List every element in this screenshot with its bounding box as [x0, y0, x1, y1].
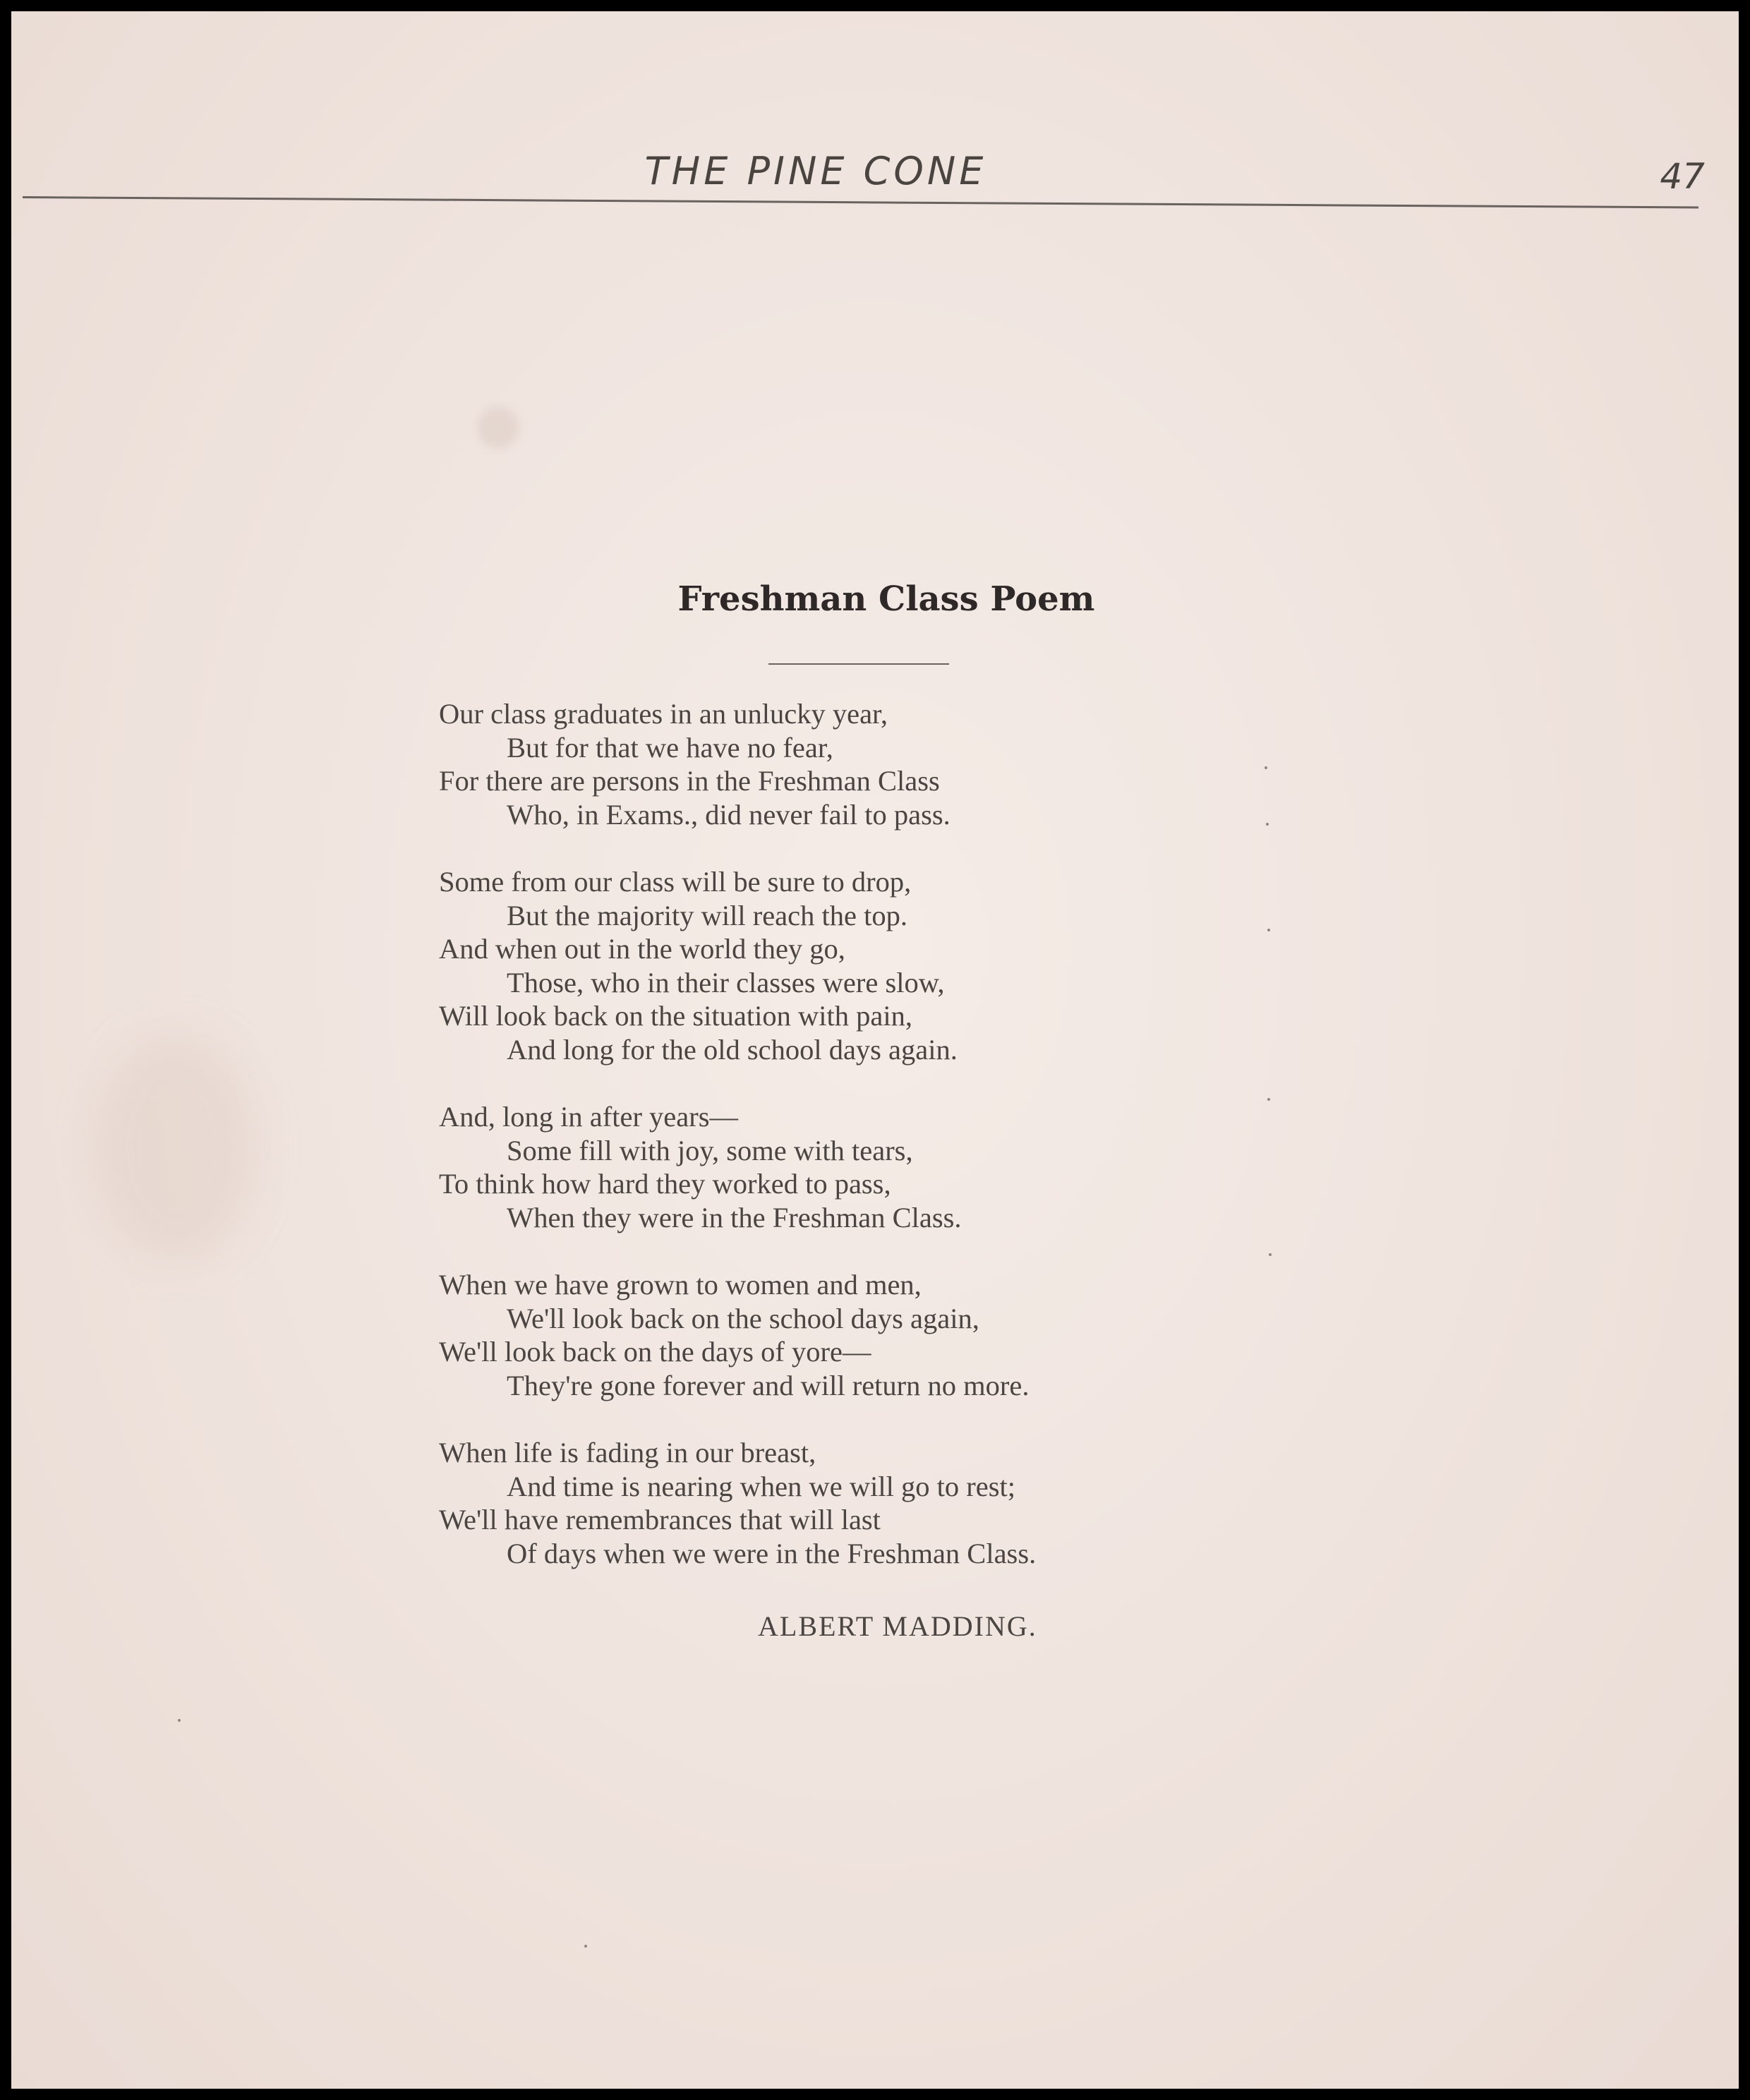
paper-speck: [1266, 823, 1269, 826]
title-rule: [768, 663, 949, 665]
stanza: [439, 1436, 1286, 1570]
poem-line: Our class graduates in an unlucky year,: [439, 698, 888, 730]
paper-speck: [1267, 1098, 1270, 1101]
poem-line: But for that we have no fear,: [507, 731, 833, 764]
paper-stain: [96, 1034, 258, 1260]
stanza: [439, 865, 1286, 1067]
poem-line: And when out in the world they go,: [439, 933, 845, 965]
running-head: THE PINE CONE: [644, 149, 987, 193]
poem-line: We'll look back on the days of yore—: [439, 1336, 871, 1368]
stanza: [439, 1100, 1286, 1234]
poem-line: When life is fading in our breast,: [439, 1437, 816, 1469]
document-page: [11, 11, 1739, 2089]
paper-speck: [584, 1945, 587, 1948]
poem-line: For there are persons in the Freshman Class: [439, 765, 940, 797]
poem-line: When we have grown to women and men,: [439, 1269, 922, 1301]
poem-line: They're gone forever and will return no more.: [507, 1369, 1030, 1401]
poem-line: And long for the old school days again.: [507, 1033, 958, 1066]
stanza: [439, 1268, 1286, 1402]
paper-speck: [1265, 766, 1267, 769]
paper-speck: [178, 1719, 181, 1722]
poem-line: And, long in after years—: [439, 1101, 739, 1133]
poem-line: And time is nearing when we will go to rest;: [507, 1470, 1015, 1502]
poem-line: Some from our class will be sure to drop,: [439, 865, 912, 898]
stanza: [439, 697, 1286, 831]
poem-author: ALBERT MADDING.: [758, 1610, 1037, 1642]
poem-line: Will look back on the situation with pain,: [439, 1000, 913, 1032]
paper-speck: [1267, 929, 1270, 931]
poem-body: [439, 697, 1286, 1604]
poem-line: When they were in the Freshman Class.: [507, 1201, 962, 1233]
poem-line: Of days when we were in the Freshman Class.: [507, 1537, 1037, 1569]
poem-line: But the majority will reach the top.: [507, 899, 907, 931]
page-number: 47: [1660, 156, 1705, 197]
poem-line: Who, in Exams., did never fail to pass.: [507, 798, 951, 831]
poem-line: Those, who in their classes were slow,: [507, 966, 945, 998]
poem-line: We'll look back on the school days again,: [507, 1302, 979, 1334]
poem-title: Freshman Class Poem: [677, 579, 1095, 619]
poem-line: To think how hard they worked to pass,: [439, 1168, 891, 1200]
header-rule: [23, 196, 1698, 209]
paper-speck: [1269, 1253, 1272, 1256]
poem-line: Some fill with joy, some with tears,: [507, 1134, 913, 1166]
poem-line: We'll have remembrances that will last: [439, 1504, 881, 1536]
paper-blemish: [477, 406, 519, 449]
